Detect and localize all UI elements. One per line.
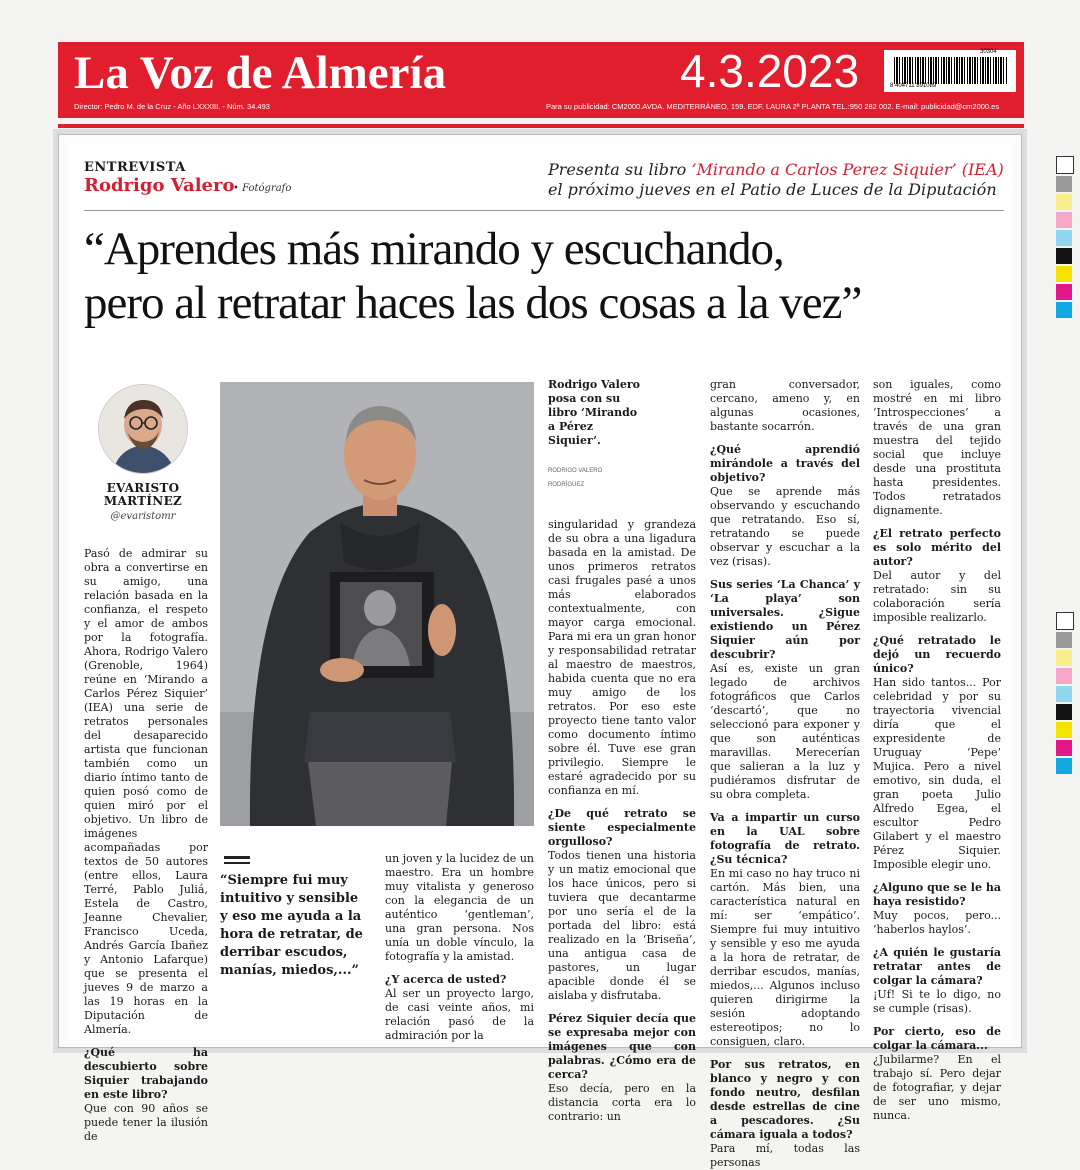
- subheadline-line2: el próximo jueves en el Patio de Luces de la Diputación: [548, 180, 997, 199]
- subheadline-lead: Presenta su libro: [548, 160, 692, 179]
- answer: son iguales, como mostré en mi libro ‘Introspecciones’ a través de una gran muestra del tejido social que incluye desde una prostituta hasta presidentes. Todos retratados dignamente.: [873, 378, 1001, 517]
- color-swatch: [1056, 668, 1072, 684]
- question: ¿Qué aprendió mirándole a través del objetivo?: [710, 443, 860, 484]
- color-swatch: [1056, 758, 1072, 774]
- section-label: ENTREVISTA: [84, 160, 186, 175]
- color-swatch: [1056, 248, 1072, 264]
- pullquote-rule-thin: [224, 862, 250, 864]
- color-swatch: [1056, 302, 1072, 318]
- color-swatch: [1056, 686, 1072, 702]
- color-swatch: [1056, 740, 1072, 756]
- author-last-name: MARTÍNEZ: [103, 494, 183, 508]
- barcode-icon: [894, 57, 1008, 84]
- interviewee-role-text: Fotógrafo: [242, 183, 292, 194]
- color-swatch: [1056, 650, 1072, 666]
- color-swatch: [1056, 612, 1074, 630]
- barcode-number: 8 404711 891089: [890, 83, 937, 89]
- headline: [84, 222, 1004, 330]
- headline-line2: pero al retratar haces las dos cosas a la vez”: [84, 277, 862, 329]
- column-5: [873, 378, 1001, 1123]
- answer: ¡Uf! Si te lo digo, no se cumple (risas).: [873, 988, 1001, 1015]
- answer: Muy pocos, pero... ‘haberlos haylos’.: [873, 909, 1001, 936]
- question: Sus series ‘La Chanca’ y ‘La playa’ son universales. ¿Sigue existiendo un Pérez Siquier aún por descubrir?: [710, 578, 860, 661]
- headline-line1: “Aprendes más mirando y escuchando,: [84, 223, 784, 275]
- subheadline-line1: [548, 160, 1004, 179]
- photographer-portrait-icon: [220, 382, 534, 826]
- pullquote: “Siempre fui muy intuitivo y sensible y eso me ayuda a la hora de retratar, de derribar escudos, manías, miedos,...”: [220, 873, 363, 978]
- color-swatch: [1056, 284, 1072, 300]
- answer: Del autor y del retratado: sin su colaboración sería imposible realizarlo.: [873, 569, 1001, 624]
- column-3: [548, 518, 696, 1124]
- color-swatch: [1056, 704, 1072, 720]
- question: Pérez Siquier decía que se expresaba mejor con imágenes que con palabras. ¿Cómo era de cerca?: [548, 1012, 696, 1081]
- interviewee-role: • Fotógrafo: [233, 183, 292, 194]
- question: ¿Alguno que se le ha haya resistido?: [873, 881, 1001, 908]
- author-handle: @evaristomr: [110, 511, 176, 522]
- subheadline-book: ‘Mirando a Carlos Perez Siquier’ (IEA): [691, 160, 1004, 179]
- masthead: [58, 42, 1024, 118]
- answer: singularidad y grandeza de su obra a una ligadura basada en la amistad. De unos primeros retratos casi frugales pasé a unos más elaborados contextualmente, con mayor carga emocional. Para mi era un gran honor y responsabilidad retratar al maestro de maestros, habida cuenta que no era muy amigo de los retratos. Por eso este proyecto tiene tanto valor como documento íntimo sobre él. Tuve ese gran privilegio. Siempre le estaré agradecido por su confianza en mí.: [548, 518, 696, 797]
- main-photo: [220, 382, 534, 826]
- photo-credit-line1: RODRIGO VALERO: [548, 468, 603, 474]
- question: ¿Y acerca de usted?: [385, 973, 507, 986]
- answer: En mi caso no hay truco ni cartón. Más bien, una característica natural en mí: ser ‘empático’. Siempre fui muy intuitivo y sensible y eso me ayuda a la hora de retratar, de derribar escudos, manías, miedos,... Algunos incluso quieren dirigirme la sesión adoptando estereotipos; no lo consiguen, claro.: [710, 867, 860, 1048]
- color-swatch: [1056, 632, 1072, 648]
- question: Va a impartir un curso en la UAL sobre fotografía de retrato. ¿Su técnica?: [710, 811, 860, 866]
- question: ¿A quién le gustaría retratar antes de colgar la cámara?: [873, 946, 1001, 987]
- color-swatch: [1056, 266, 1072, 282]
- masthead-director-line: Director: Pedro M. de la Cruz - Año LXXXIII. - Núm. 34.493: [74, 102, 270, 111]
- answer: Así es, existe un gran legado de archivos fotográficos que Carlos ‘descartó’, que no seleccionó para exponer y que son auténticas maravillas. Merecerían que salieran a la luz y pudiéramos disfrutar de su obra completa.: [710, 662, 860, 801]
- pullquote-rule: [224, 856, 250, 859]
- color-swatch: [1056, 194, 1072, 210]
- question: ¿Qué ha descubierto sobre Siquier trabajando en este libro?: [84, 1046, 208, 1101]
- column-4: [710, 378, 860, 1170]
- question: ¿El retrato perfecto es solo mérito del autor?: [873, 527, 1001, 568]
- interviewee-name: Rodrigo Valero: [84, 175, 235, 196]
- answer: Todos tienen una historia y un matiz emocional que los hace únicos, pero si tuviera que decantarme por uno sería el de la portada del libro: está realizado en la ‘Briseña’, una antigua casa de pastores, un lugar apacible donde él se aislaba y disfrutaba.: [548, 849, 696, 1002]
- answer: Han sido tantos... Por celebridad y por su trayectoria vivencial diría que el expresidente de Uruguay ‘Pepe’ Mujica. Pero a nivel emotivo, sin duda, el gran poeta Julio Alfredo Egea, el escultor Pedro Gilabert y el maestro Pérez Siquier. Imposible elegir uno.: [873, 676, 1001, 871]
- answer: Para mí, todas las personas: [710, 1142, 860, 1169]
- color-swatch: [1056, 176, 1072, 192]
- question: Por cierto, eso de colgar la cámara...: [873, 1025, 1001, 1052]
- masthead-advertising-line: Para su publicidad: CM2000.AVDA. MEDITERRÁNEO, 159. EDF. LAURA 2ª PLANTA TEL.:950 282 002. E-mail: publicidad@cm2000.es: [546, 102, 1000, 111]
- answer: gran conversador, cercano, ameno y, en algunas ocasiones, bastante socarrón.: [710, 378, 860, 433]
- masthead-divider: [58, 124, 1024, 128]
- author-avatar: [98, 384, 188, 474]
- answer: un joven y la lucidez de un maestro. Era un hombre muy vitalista y generoso con la elegancia de un auténtico ‘gentleman’, una gran persona. Nos unía un doble vínculo, la fotografía y la amistad.: [385, 852, 534, 963]
- color-swatch: [1056, 156, 1074, 174]
- photo-credit-line2: RODRÍGUEZ: [548, 482, 584, 488]
- color-swatch: [1056, 230, 1072, 246]
- author-first-name: EVARISTO: [106, 481, 180, 495]
- intro-paragraph: Pasó de admirar su obra a convertirse en su amigo, una relación basada en la confianza, el respeto y el amor de ambos por la fotografía. Ahora, Rodrigo Valero (Grenoble, 1964) reúne en ‘Mirando a Carlos Pérez Siquier’ (IEA) una serie de retratos personales del desaparecido artista que funcionan también como un diario íntimo tanto de quien posó como de quien miró por el objetivo. Un libro de imágenes acompañadas por textos de 50 autores (entre ellos, Laura Terré, Pablo Juliá, Estela de Castro, Jeanne Chevalier, Francisco Uceda, Andrés García Ibañez y Antonio Lafarque) que se presenta el jueves 9 de marzo a las 19 horas en la Diputación de Almería.: [84, 547, 208, 1036]
- newspaper-logo: La Voz de Almería: [74, 47, 447, 99]
- answer: Que se aprende más observando y escuchando que retratando. Eso sí, retratando se puede observar y escuchar a la vez (risas).: [710, 485, 860, 568]
- answer: ¿Jubilarme? En el trabajo sí. Pero dejar de fotografiar, y dejar de ser uno mismo, nunca.: [873, 1053, 1001, 1122]
- question: Por sus retratos, en blanco y negro y con fondo neutro, desfilan desde estrellas de cine a pescadores. ¿Su cámara iguala a todos?: [710, 1058, 860, 1141]
- issue-date: 4.3.2023: [680, 45, 860, 97]
- author-portrait-icon: [99, 385, 187, 473]
- barcode-issue-number: 30304: [980, 49, 997, 55]
- color-swatch: [1056, 212, 1072, 228]
- barcode: [884, 50, 1016, 92]
- photo-credit: [548, 464, 628, 492]
- answer: Eso decía, pero en la distancia corta era lo contrario: un: [548, 1082, 696, 1123]
- color-swatch: [1056, 722, 1072, 738]
- photo-caption: Rodrigo Valero posa con su libro ‘Mirando a Pérez Siquier’.: [548, 378, 640, 447]
- question: ¿De qué retrato se siente especialmente orgulloso?: [548, 807, 696, 848]
- column-1: [84, 547, 208, 1144]
- header-divider: [84, 210, 1004, 211]
- question: ¿Qué retratado le dejó un recuerdo único?: [873, 634, 1001, 675]
- answer: Al ser un proyecto largo, de casi veinte años, mi relación pasó de la admiración por la: [385, 987, 534, 1042]
- column-2: [385, 852, 534, 1043]
- answer: Que con 90 años se puede tener la ilusión de: [84, 1102, 208, 1143]
- author-name: [86, 482, 200, 508]
